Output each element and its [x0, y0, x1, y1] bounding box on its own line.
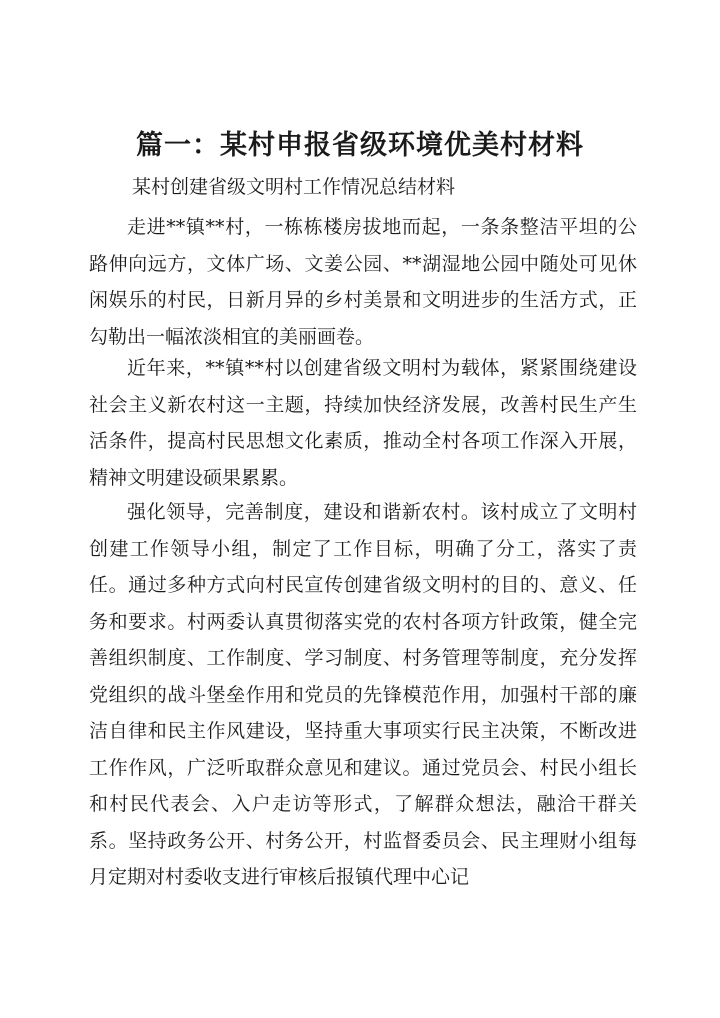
paragraph-1: 走进**镇**村，一栋栋楼房拔地而起，一条条整洁平坦的公路伸向远方，文体广场、文姜公园、**湖湿地公园中随处可见休闲娱乐的村民，日新月异的乡村美景和文明进步的生活方式，正勾勒出一幅浓淡相宜的美丽画卷。	[89, 216, 637, 348]
paragraph-2: 近年来，**镇**村以创建省级文明村为载体，紧紧围绕建设社会主义新农村这一主题，持续加快经济发展，改善村民生产生活条件，提高村民思想文化素质，推动全村各项工作深入开展，精神文明建设硕果累累。	[89, 357, 637, 489]
document-title: 篇一：某村申报省级环境优美村材料	[136, 130, 584, 161]
paragraph-3: 强化领导，完善制度，建设和谐新农村。该村成立了文明村创建工作领导小组，制定了工作目标，明确了分工，落实了责任。通过多种方式向村民宣传创建省级文明村的目的、意义、任务和要求。村两委认真贯彻落实党的农村各项方针政策，健全完善组织制度、工作制度、学习制度、村务管理等制度，充分发挥党组织的战斗堡垒作用和党员的先锋模范作用，加强村干部的廉洁自律和民主作风建设，坚持重大事项实行民主决策，不断改进工作作风，广泛听取群众意见和建议。通过党员会、村民小组长和村民代表会、入户走访等形式，了解群众想法，融洽干群关系。坚持政务公开、村务公开，村监督委员会、民主理财小组每月定期对村委收支进行审核后报镇代理中心记	[89, 501, 637, 888]
document-subtitle: 某村创建省级文明村工作情况总结材料	[132, 176, 456, 198]
